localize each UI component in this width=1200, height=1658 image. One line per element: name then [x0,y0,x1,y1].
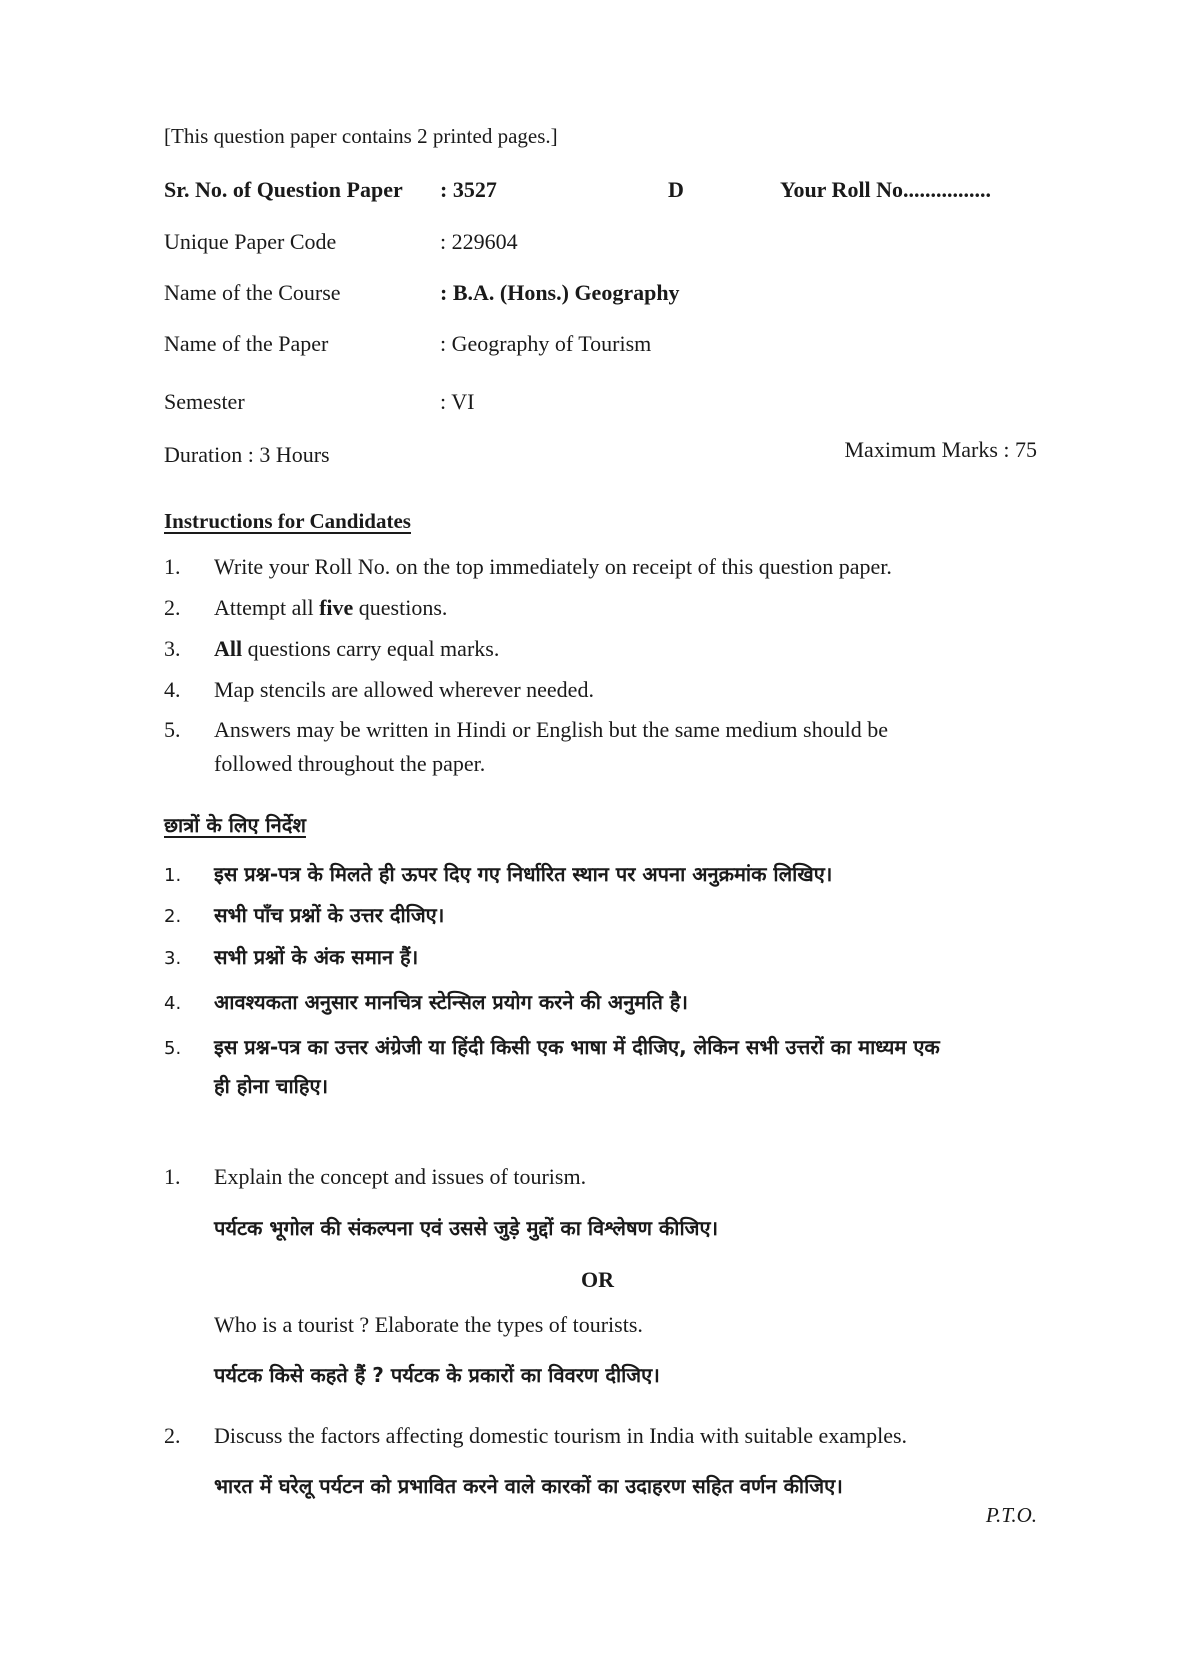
sr-no-label: Sr. No. of Question Paper [164,177,403,202]
paper-code-label: Unique Paper Code [164,229,337,254]
instructions-title: Instructions for Candidates [164,509,411,533]
page-count-note: [This question paper contains 2 printed pages.] [164,124,558,148]
hindi-instruction-item: 5. इस प्रश्न-पत्र का उत्तर अंग्रेजी या हिंदी किसी एक भाषा में दीजिए, लेकिन सभी उत्तरों का माध्यम एक [164,1035,940,1059]
hindi-instruction-item: 2. सभी पाँच प्रश्नों के उत्तर दीजिए। [164,903,445,927]
paper-set: D [668,177,684,202]
duration: Duration : 3 Hours [164,442,330,467]
question-1-alternative-hindi: पर्यटक किसे कहते हैं ? पर्यटक के प्रकारों का विवरण दीजिए। [214,1363,660,1387]
paper-name-value: : Geography of Tourism [440,331,652,356]
hindi-instruction-item: 4. आवश्यकता अनुसार मानचित्र स्टेन्सिल प्रयोग करने की अनुमति है। [164,990,689,1014]
paper-code-value: : 229604 [440,229,518,254]
max-marks: Maximum Marks : 75 [844,437,1037,462]
question-1-hindi: पर्यटक भूगोल की संकल्पना एवं उससे जुड़े मुद्दों का विश्लेषण कीजिए। [214,1216,719,1240]
semester-label: Semester [164,389,245,414]
question-2-hindi: भारत में घरेलू पर्यटन को प्रभावित करने वाले कारकों का उदाहरण सहित वर्णन कीजिए। [214,1474,843,1498]
instruction-item: 5. Answers may be written in Hindi or English but the same medium should be [164,717,888,742]
semester-value: : VI [440,389,475,414]
instruction-item: 3. All questions carry equal marks. [164,636,500,661]
sr-no-value: : 3527 [440,177,497,202]
course-value: : B.A. (Hons.) Geography [440,280,680,305]
question-1: 1. Explain the concept and issues of tourism. [164,1164,587,1189]
instruction-item: 4. Map stencils are allowed wherever needed. [164,677,594,702]
question-2: 2. Discuss the factors affecting domestic tourism in India with suitable examples. [164,1423,908,1448]
instruction-item: 1. Write your Roll No. on the top immediately on receipt of this question paper. [164,554,892,579]
instruction-item-continued: followed throughout the paper. [214,751,486,776]
hindi-instruction-item: 1. इस प्रश्न-पत्र के मिलते ही ऊपर दिए गए निर्धारित स्थान पर अपना अनुक्रमांक लिखिए। [164,862,833,886]
or-separator: OR [581,1267,614,1292]
instruction-item: 2. Attempt all five questions. [164,595,448,620]
roll-no-field: Your Roll No................ [780,177,992,202]
question-1-alternative: Who is a tourist ? Elaborate the types of tourists. [214,1312,643,1337]
hindi-instruction-item: 3. सभी प्रश्नों के अंक समान हैं। [164,945,419,969]
hindi-instruction-item-continued: ही होना चाहिए। [214,1074,329,1098]
course-label: Name of the Course [164,280,341,305]
hindi-instructions-title: छात्रों के लिए निर्देश [164,813,306,837]
page-turn-over: P.T.O. [985,1503,1037,1527]
paper-name-label: Name of the Paper [164,331,329,356]
